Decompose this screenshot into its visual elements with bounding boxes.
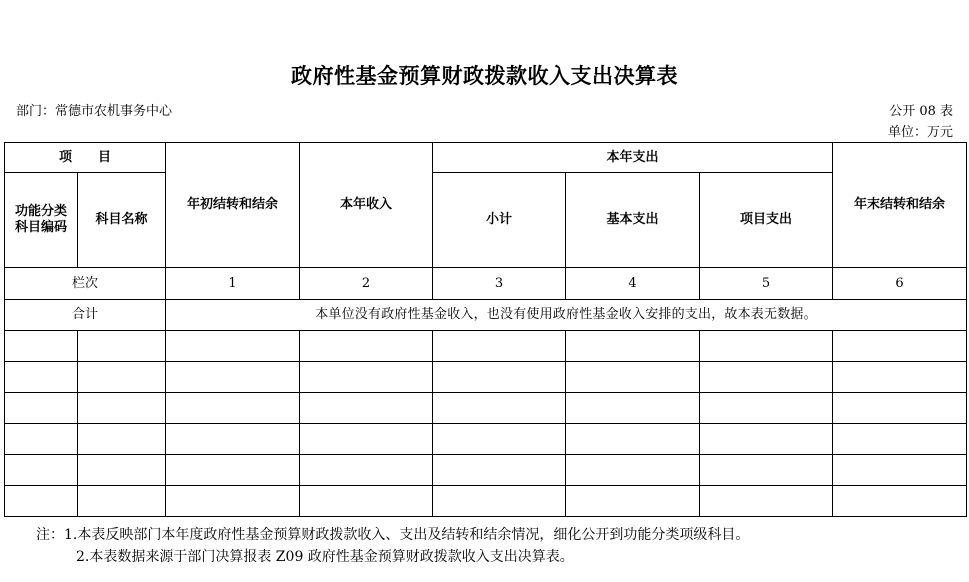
col-number: 3	[433, 268, 566, 300]
header-project-expense: 项目支出	[700, 173, 833, 268]
header-subject-name: 科目名称	[78, 173, 166, 268]
total-label: 合计	[5, 300, 166, 331]
header-subtotal: 小计	[433, 173, 566, 268]
header-current-expense: 本年支出	[433, 143, 833, 173]
col-index-label: 栏次	[5, 268, 166, 300]
footnotes	[36, 524, 749, 568]
col-number: 1	[166, 268, 300, 300]
col-number: 5	[700, 268, 833, 300]
table-row	[5, 393, 967, 424]
budget-table	[4, 142, 967, 517]
table-row	[5, 424, 967, 455]
header-end-balance: 年末结转和结余	[833, 143, 967, 268]
unit-label: 单位：万元	[887, 125, 953, 140]
table-row	[5, 331, 967, 362]
header-item: 项 目	[5, 143, 166, 173]
empty-data-note: 本单位没有政府性基金收入，也没有使用政府性基金收入安排的支出，故本表无数据。	[166, 300, 967, 331]
page-title: 政府性基金预算财政拨款收入支出决算表	[291, 64, 678, 88]
header-basic-expense: 基本支出	[566, 173, 700, 268]
header-begin-balance: 年初结转和结余	[166, 143, 300, 268]
header-func-code: 功能分类 科目编码	[5, 173, 78, 268]
footnote-2: 2.本表数据来源于部门决算报表 Z09 政府性基金预算财政拨款收入支出决算表。	[76, 549, 574, 565]
header-current-income: 本年收入	[300, 143, 433, 268]
footnote-1: 注：1.本表反映部门本年度政府性基金预算财政拨款收入、支出及结转和结余情况，细化公开到功能分类项级科目。	[36, 527, 750, 543]
col-number: 4	[566, 268, 700, 300]
col-number: 6	[833, 268, 967, 300]
table-row	[5, 486, 967, 517]
col-number: 2	[300, 268, 433, 300]
department-label: 部门：常德市农机事务中心	[16, 104, 173, 119]
table-row	[5, 362, 967, 393]
form-number: 公开 08 表	[889, 104, 953, 119]
table-row	[5, 455, 967, 486]
